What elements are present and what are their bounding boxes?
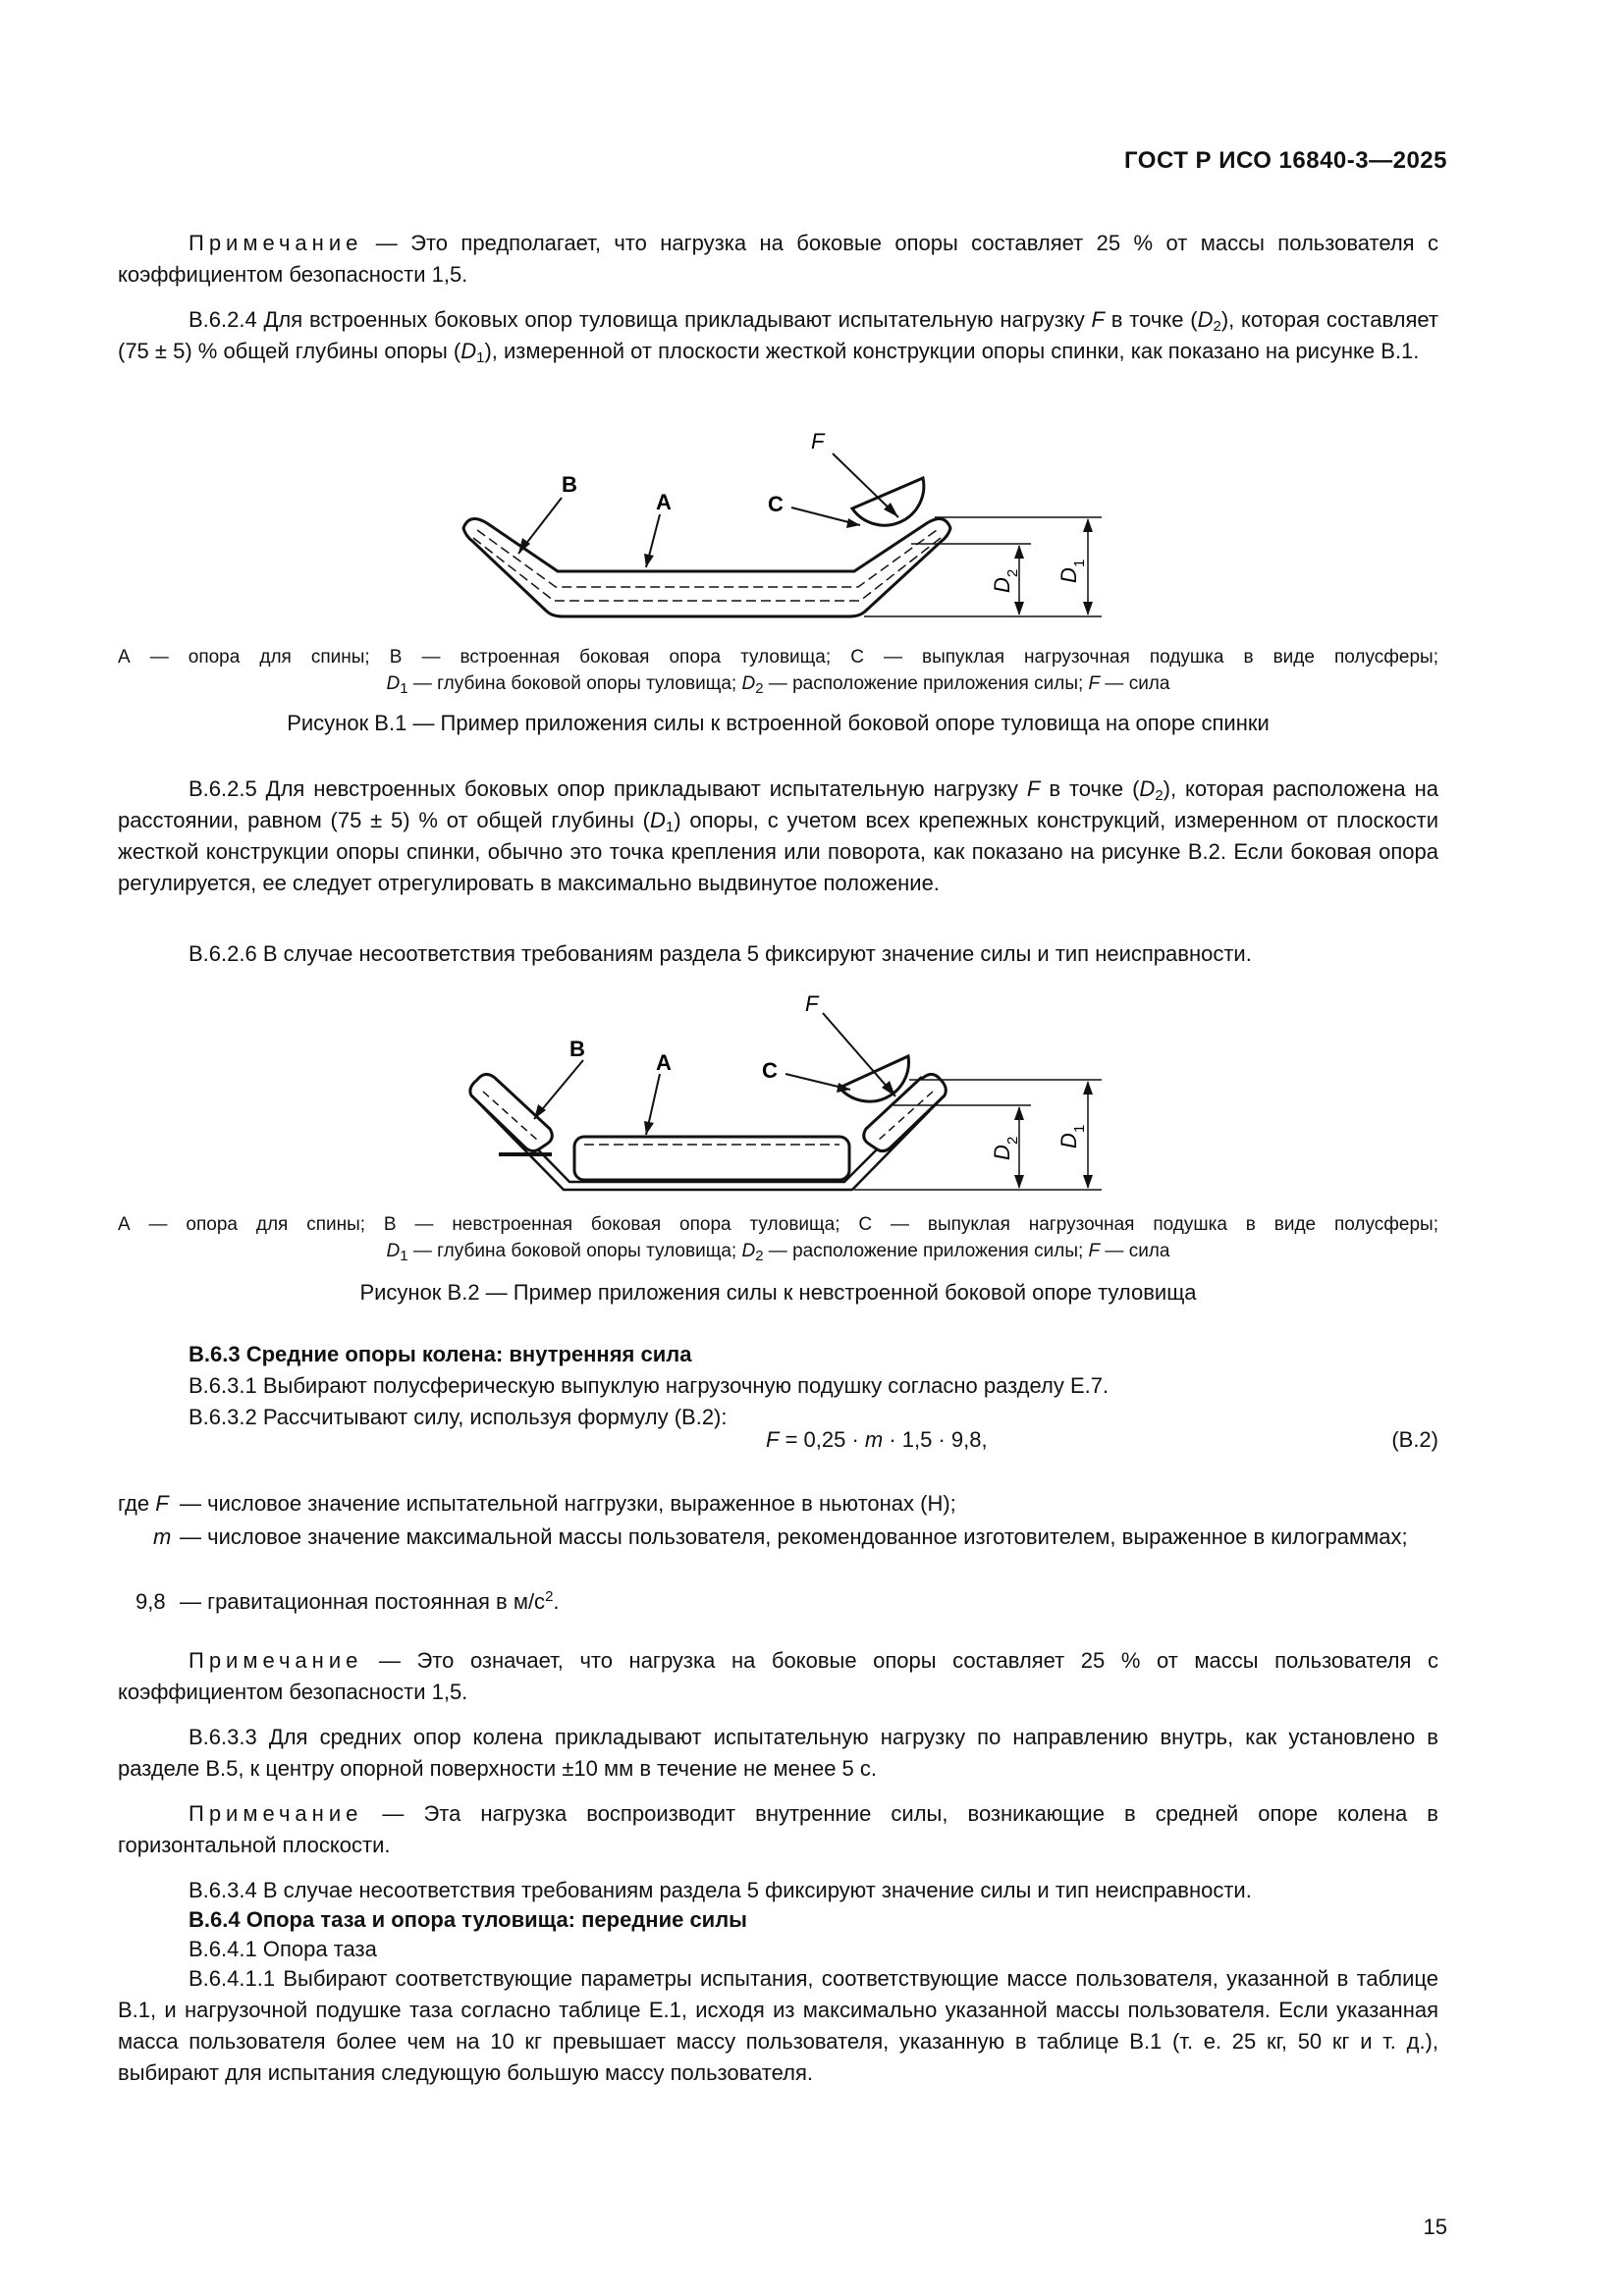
- paragraph-b641: В.6.4.1 Опора таза: [189, 1937, 377, 1961]
- label-D2: D: [990, 577, 1014, 593]
- paragraph-b626: В.6.2.6 В случае несоответствия требованиям раздела 5 фиксируют значение силы и тип неисправности.: [189, 941, 1252, 966]
- section-heading-b64: В.6.4 Опора таза и опора туловища: передние силы: [189, 1907, 747, 1932]
- label-D2-sub: 2: [1004, 568, 1021, 577]
- where-F: где F — числовое значение испытательной наггрузки, выраженное в ньютонах (Н);: [118, 1491, 956, 1516]
- label-F: F: [805, 991, 819, 1016]
- paragraph-b632: В.6.3.2 Рассчитывают силу, используя формулу (В.2):: [189, 1405, 728, 1429]
- label-D1-sub: 1: [1071, 1124, 1088, 1133]
- back-support-pad: [574, 1137, 849, 1180]
- page-number: 15: [1423, 2215, 1447, 2239]
- formula-number: (В.2): [1391, 1427, 1438, 1452]
- label-D1: D: [1056, 1133, 1081, 1148]
- where-g: 9,8 — гравитационная постоянная в $м/с^2$.: [135, 1588, 560, 1614]
- note-text: — Это предполагает, что нагрузка на боковые опоры составляет 25 % от массы пользователя с коэффициентом безопасности 1,5.: [118, 231, 1438, 287]
- where-m: m — числовое значение максимальной массы пользователя, рекомендованное изготовителем, выраженное в килограммах;: [153, 1524, 1408, 1549]
- paragraph-b631: В.6.3.1 Выбирают полусферическую выпуклую нагрузочную подушку согласно разделу Е.7.: [189, 1373, 1110, 1398]
- label-A: A: [656, 1050, 672, 1075]
- figure-b1-caption: Рисунок В.1 — Пример приложения силы к встроенной боковой опоре туловища на опоре спинки: [287, 711, 1270, 735]
- note-text: — Это означает, что нагрузка на боковые опоры составляет 25 % от массы пользователя с коэффициентом безопасности 1,5.: [118, 1648, 1438, 1704]
- label-C: C: [762, 1058, 778, 1083]
- label-D2-sub: 2: [1004, 1136, 1021, 1145]
- note-1: [118, 228, 1438, 291]
- figure-b1-diagram: [432, 422, 1139, 628]
- label-D2: D: [990, 1145, 1014, 1160]
- paragraph-b633: В.6.3.3 Для средних опор колена прикладывают испытательную нагрузку по направлению внутрь, как установлено в разделе В.5, к центру опорной поверхности ±10 мм в течение не менее 5 с.: [118, 1725, 1438, 1781]
- back-support-outline: [463, 519, 950, 616]
- arrow-C: [846, 518, 860, 528]
- note-label: Примечание: [189, 1648, 363, 1673]
- load-pad-hemisphere: [839, 1056, 908, 1101]
- figure-b2-legend: А — опора для спины; В — невстроенная боковая опора туловища; С — выпуклая нагрузочная подушка в виде полусферы; $D_1$ — глубина боковой опоры туловища; $D_2$ — расположение приложения силы; F — сила: [118, 1214, 1438, 1264]
- label-B: B: [569, 1037, 585, 1061]
- label-D1-sub: 1: [1071, 559, 1088, 567]
- load-pad-hemisphere: [852, 478, 924, 525]
- figure-b1-legend: А — опора для спины; В — встроенная боковая опора туловища; С — выпуклая нагрузочная подушка в виде полусферы; $D_1$ — глубина боковой опоры туловища; $D_2$ — расположение приложения силы; F — сила: [118, 647, 1438, 697]
- paragraph-b625: В.6.2.5 Для невстроенных боковых опор прикладывают испытательную нагрузку F в точке $(D_2)$, которая расположена на расстоянии, равном (75 ± 5) % от общей глубины $(D_1)$ опоры, с учетом всех крепежных конструкций, измеренном от плоскости жесткой конструкции опоры спинки, обычно это точка крепления или поворота, как показано на рисунке В.2. Если боковая опора регулируется, ее следует отрегулировать в максимально выдвинутое положение.: [118, 776, 1438, 895]
- note-2: [118, 1645, 1438, 1708]
- section-heading-b63: В.6.3 Средние опоры колена: внутренняя сила: [189, 1342, 692, 1366]
- label-C: C: [768, 492, 784, 516]
- paragraph-b634: В.6.3.4 В случае несоответствия требованиям раздела 5 фиксируют значение силы и тип неисправности.: [189, 1878, 1252, 1902]
- dashed-line-top: [477, 530, 937, 587]
- arrow-A: [644, 554, 654, 567]
- label-B: B: [562, 472, 577, 497]
- dashed-line-bottom: [473, 538, 941, 601]
- paragraph-b6411: В.6.4.1.1 Выбирают соответствующие параметры испытания, соответствующие массе пользователя, указанной в таблице В.1, и нагрузочной подушке таза согласно таблице Е.1, исходя из максимально указанной массы пользователя. Если указанная масса пользователя более чем на 10 кг превышает массу пользователя, указанную в таблице В.1 (т. е. 25 кг, 50 кг и т. д.), выбирают для испытания следующую большую массу пользователя.: [118, 1966, 1438, 2085]
- figure-b2-diagram: [432, 987, 1139, 1198]
- label-F: F: [811, 429, 825, 454]
- label-A: A: [656, 490, 672, 514]
- note-3: [118, 1798, 1438, 1861]
- paragraph-b624: В.6.2.4 Для встроенных боковых опор туловища прикладывают испытательную нагрузку F в точке $(D_2)$, которая составляет (75 ± 5) % общей глубины опоры $(D_1)$, измеренной от плоскости жесткой конструкции опоры спинки, как показано на рисунке В.1.: [118, 307, 1438, 366]
- document-header: ГОСТ Р ИСО 16840-3—2025: [1124, 147, 1447, 174]
- formula-b2: F = 0,25 · m · 1,5 · 9,8, (В.2): [766, 1427, 1438, 1452]
- label-D1: D: [1056, 567, 1081, 583]
- note-label: Примечание: [189, 231, 363, 255]
- figure-b2-caption: Рисунок В.2 — Пример приложения силы к невстроенной боковой опоре туловища: [359, 1280, 1197, 1305]
- note-label: Примечание: [189, 1801, 363, 1826]
- note-text: — Эта нагрузка воспроизводит внутренние силы, возникающие в средней опоре колена в горизонтальной плоскости.: [118, 1801, 1438, 1857]
